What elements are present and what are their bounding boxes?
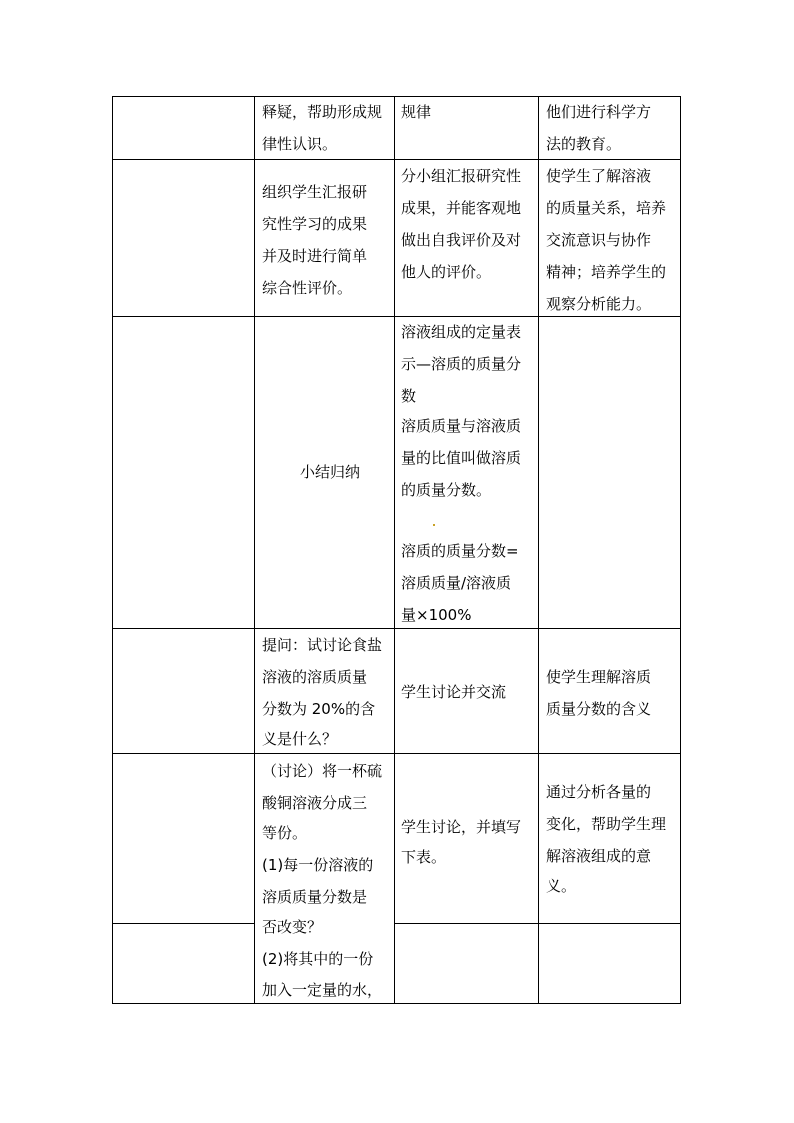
row5-col2-line: 溶质质量分数是 [262,888,368,906]
col-line [680,96,681,1004]
col-line [538,96,539,1004]
row4-col2-line: 提问：试讨论食盐 [262,636,383,654]
row3-col3-line: 量×100% [401,606,472,624]
row3-col3-line: 示—溶质的质量分 [401,355,522,373]
row5-col2-line: (2)将其中的一份 [262,950,374,968]
row2-col2-line: 组织学生汇报研 [262,183,368,201]
row4-col2-line: 溶液的溶质质量 [262,668,368,686]
row5-col4-line: 义。 [546,877,577,895]
row3-col2-line: 小结归纳 [300,463,361,481]
row4-col2-line: 义是什么？ [262,730,338,748]
row5-col4-line: 变化，帮助学生理 [546,815,667,833]
row4-col3-line: 学生讨论并交流 [401,683,507,701]
row5-col2-line: 等份。 [262,824,308,842]
row5-col3-line: 下表。 [401,848,447,866]
row-line [112,923,255,924]
row1-col4-line: 法的教育。 [546,135,622,153]
row5-col4-line: 通过分析各量的 [546,783,652,801]
row2-col4-line: 使学生了解溶液 [546,167,652,185]
row5-col3-line: 学生讨论，并填写 [401,818,522,836]
row3-col3-line: 的质量分数。 [401,481,492,499]
row2-col3-line: 做出自我评价及对 [401,231,522,249]
row3-col3-line: 溶液组成的定量表 [401,323,522,341]
stray-mark [433,524,435,526]
row2-col2-line: 综合性评价。 [262,279,353,297]
row5-col2-line: （讨论）将一杯硫 [262,762,383,780]
row2-col2-line: 究性学习的成果 [262,215,368,233]
row2-col4-line: 的质量关系，培养 [546,199,667,217]
row4-col4-line: 质量分数的含义 [546,700,652,718]
row1-col2-line: 律性认识。 [262,135,338,153]
row-line [112,1003,681,1004]
row3-col3-line: 溶质质量/溶液质 [401,574,512,592]
col-line [112,96,113,1004]
row2-col3-line: 他人的评价。 [401,263,492,281]
col-line [394,96,395,1004]
row4-col2-line: 分数为 20%的含 [262,700,376,718]
row2-col3-line: 成果，并能客观地 [401,199,522,217]
row2-col4-line: 交流意识与协作 [546,231,652,249]
row2-col2-line: 并及时进行简单 [262,247,368,265]
row4-col4-line: 使学生理解溶质 [546,668,652,686]
row5-col4-line: 解溶液组成的意 [546,847,652,865]
row5-col2-line: 加入一定量的水， [262,981,383,999]
row1-col4-line: 他们进行科学方 [546,103,652,121]
row2-col4-line: 精神；培养学生的 [546,263,667,281]
row3-col3-line: 量的比值叫做溶质 [401,449,522,467]
row2-col4-line: 观察分析能力。 [546,295,652,313]
row5-col2-line: 酸铜溶液分成三 [262,794,368,812]
row3-col3-line: 溶质的质量分数= [401,542,519,560]
row5-col2-line: 否改变？ [262,918,323,936]
row1-col3-line: 规律 [401,103,432,121]
row5-col2-line: (1)每一份溶液的 [262,856,374,874]
row-line [112,753,681,754]
row3-col3-line: 溶质质量与溶液质 [401,417,522,435]
row1-col2-line: 释疑，帮助形成规 [262,103,383,121]
row2-col3-line: 分小组汇报研究性 [401,167,522,185]
row3-col3-line: 数 [401,387,417,405]
col-line [254,96,255,1004]
row-line [112,628,681,629]
